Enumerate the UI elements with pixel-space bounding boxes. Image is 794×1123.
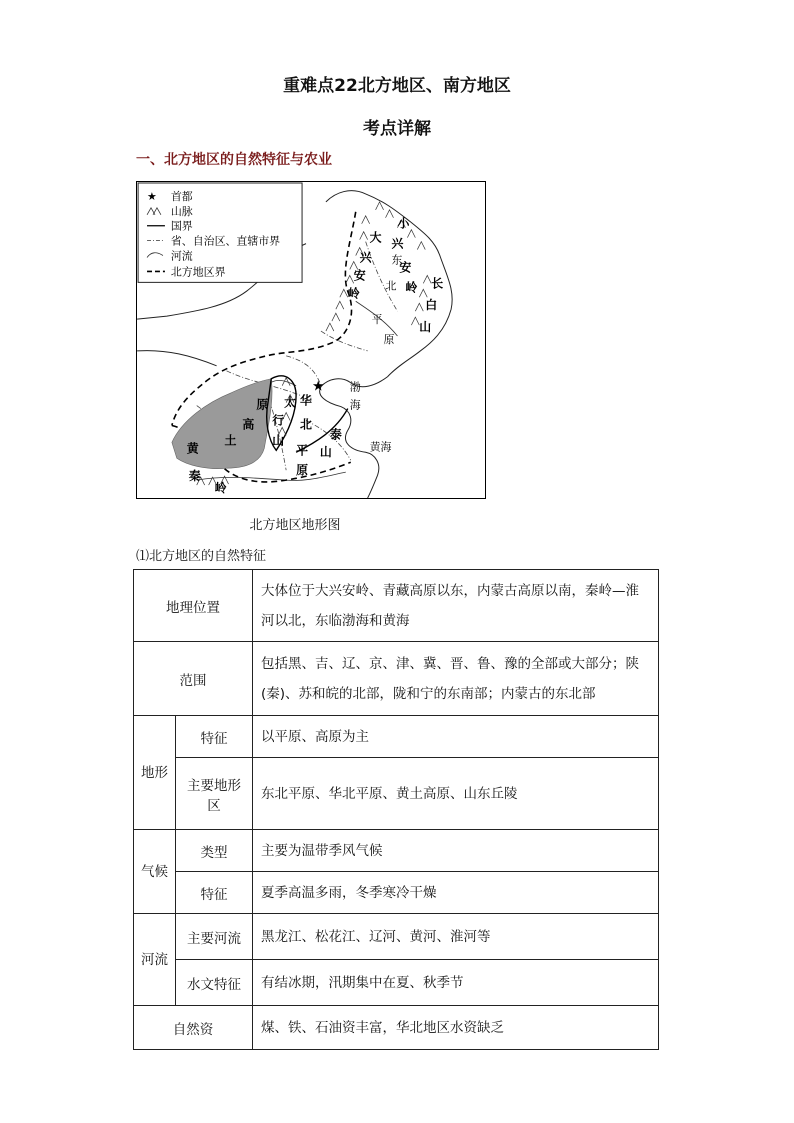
label-xiao-xing-an-ling: 安 xyxy=(399,260,412,275)
table-row xyxy=(134,642,659,716)
page-title: 重难点22北方地区、南方地区 xyxy=(283,76,511,96)
label-tai-shan: 泰 xyxy=(329,427,342,442)
table-cell-description: 黑龙江、松花江、辽河、黄河、淮河等 xyxy=(253,914,659,960)
table-cell-description: 以平原、高原为主 xyxy=(253,716,659,758)
label-qin-ling: 秦 xyxy=(188,469,201,484)
legend-capital-label: 首都 xyxy=(170,189,193,203)
label-qin-ling: 岭 xyxy=(214,481,227,496)
label-changbai-shan: 长 xyxy=(431,276,444,291)
table-cell-category: 自然资 xyxy=(134,1006,253,1050)
label-tai-shan: 山 xyxy=(319,445,332,460)
label-changbai-shan: 山 xyxy=(419,320,432,335)
table-cell-description: 有结冰期，汛期集中在夏、秋季节 xyxy=(253,960,659,1006)
table-cell-subcategory: 主要河流 xyxy=(176,914,253,960)
table-row xyxy=(134,716,659,758)
table-row xyxy=(134,570,659,642)
label-dongbei-pingyuan: 北 xyxy=(385,279,397,293)
capital-star-icon: ★ xyxy=(311,378,325,395)
label-taihang-shan: 太 xyxy=(284,395,297,410)
table-cell-description: 大体位于大兴安岭、青藏高原以东，内蒙古高原以南，秦岭—淮河以北，东临渤海和黄海 xyxy=(253,570,659,642)
table-cell-description: 东北平原、华北平原、黄土高原、山东丘陵 xyxy=(253,758,659,830)
table-cell-category: 地理位置 xyxy=(134,570,253,642)
table-cell-group: 河流 xyxy=(134,914,176,1006)
label-xiao-xing-an-ling: 小 xyxy=(397,216,410,231)
label-dongbei-pingyuan: 原 xyxy=(383,332,395,346)
natural-features-table xyxy=(133,569,659,1050)
page-subtitle: 考点详解 xyxy=(363,119,431,139)
table-row xyxy=(134,960,659,1006)
table-cell-description: 夏季高温多雨，冬季寒冷干燥 xyxy=(253,872,659,914)
label-huangtu-gaoyuan: 土 xyxy=(224,433,237,448)
table-row xyxy=(134,758,659,830)
table-row xyxy=(134,872,659,914)
legend-mountain-label: 山脉 xyxy=(170,204,193,218)
legend-region-label: 北方地区界 xyxy=(170,265,226,279)
table-cell-subcategory: 特征 xyxy=(176,716,253,758)
map-legend xyxy=(138,183,302,282)
label-taihang-shan: 山 xyxy=(272,433,285,448)
table-cell-group: 地形 xyxy=(134,716,176,830)
table-cell-subcategory: 类型 xyxy=(176,830,253,872)
table-cell-subcategory: 特征 xyxy=(176,872,253,914)
label-da-xing-an-ling: 安 xyxy=(353,268,366,283)
river xyxy=(197,472,346,480)
label-xiao-xing-an-ling: 岭 xyxy=(405,280,418,295)
table-cell-description: 包括黑、吉、辽、京、津、冀、晋、鲁、豫的全部或大部分；陕(秦)、苏和皖的北部，陇和宁的东南部；内蒙古的东北部 xyxy=(253,642,659,716)
label-bohai: 渤 xyxy=(349,380,361,394)
table-row xyxy=(134,914,659,960)
table-row xyxy=(134,830,659,872)
table-cell-subcategory: 主要地形区 xyxy=(176,758,253,830)
legend-province-label: 省、自治区、直辖市界 xyxy=(170,234,281,248)
label-xiao-xing-an-ling: 兴 xyxy=(391,236,404,251)
legend-river-label: 河流 xyxy=(170,249,193,263)
label-huangtu-gaoyuan: 黄 xyxy=(186,441,199,456)
legend-capital-icon: ★ xyxy=(147,189,157,203)
label-huabei-pingyuan: 华 xyxy=(300,393,312,408)
table-cell-category: 范围 xyxy=(134,642,253,716)
table-cell-group: 气候 xyxy=(134,830,176,914)
label-da-xing-an-ling: 大 xyxy=(369,230,382,245)
map-caption: 北方地区地形图 xyxy=(249,518,341,533)
label-taihang-shan: 行 xyxy=(272,413,285,428)
label-huanghai: 黄海 xyxy=(369,440,392,454)
coastline xyxy=(137,351,216,366)
table-row xyxy=(134,1006,659,1050)
label-huangtu-gaoyuan: 原 xyxy=(256,397,269,412)
subsection-title: ⑴北方地区的自然特征 xyxy=(136,549,267,564)
table-cell-description: 主要为温带季风气候 xyxy=(253,830,659,872)
label-dongbei-pingyuan: 东 xyxy=(391,253,403,267)
table-cell-subcategory: 水文特征 xyxy=(176,960,253,1006)
label-bohai: 海 xyxy=(349,398,361,412)
table-cell-description: 煤、铁、石油资丰富，华北地区水资缺乏 xyxy=(253,1006,659,1050)
label-huangtu-gaoyuan: 高 xyxy=(242,417,255,432)
label-huabei-pingyuan: 北 xyxy=(300,417,312,432)
label-da-xing-an-ling: 兴 xyxy=(359,250,372,265)
label-dongbei-pingyuan: 平 xyxy=(371,313,383,327)
label-da-xing-an-ling: 岭 xyxy=(347,286,360,301)
legend-border-label: 国界 xyxy=(170,219,193,233)
label-huabei-pingyuan: 原 xyxy=(296,463,309,478)
label-changbai-shan: 白 xyxy=(425,298,438,313)
section-heading: 一、北方地区的自然特征与农业 xyxy=(136,152,332,168)
label-huabei-pingyuan: 平 xyxy=(296,443,309,458)
north-china-terrain-map xyxy=(136,181,486,499)
